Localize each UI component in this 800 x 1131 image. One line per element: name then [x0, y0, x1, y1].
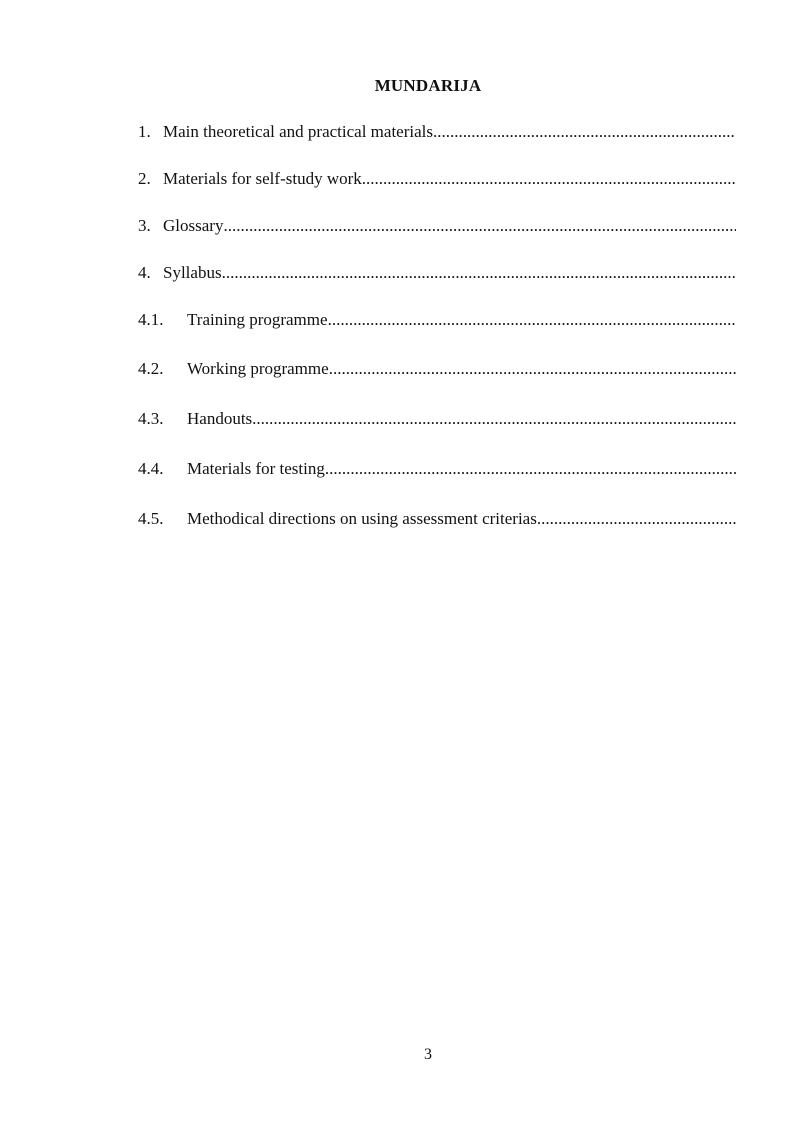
- page-title: MUNDARIJA: [374, 76, 482, 95]
- toc-item-label: Glossary: [163, 216, 224, 235]
- toc-item-label: Working programme: [187, 359, 329, 378]
- toc-item-number: 2.: [138, 169, 151, 188]
- toc-item-number: 4.5.: [138, 509, 164, 528]
- toc-item-glossary[interactable]: [138, 216, 736, 238]
- toc-item-materials-for-testing[interactable]: [138, 459, 736, 481]
- toc-item-methodical-directions[interactable]: [138, 509, 736, 531]
- toc-item-training-programme[interactable]: [138, 310, 736, 332]
- toc-item-number: 4.4.: [138, 459, 164, 478]
- dot-leader: [222, 263, 736, 283]
- dot-leader: [325, 459, 736, 479]
- toc-item-number: 1.: [138, 122, 151, 141]
- toc-item-syllabus[interactable]: [138, 263, 736, 285]
- toc-item-label: Handouts: [187, 409, 253, 428]
- dot-leader: [537, 509, 736, 529]
- dot-leader: [252, 409, 736, 429]
- toc-item-number: 4.2.: [138, 359, 164, 378]
- toc-item-handouts[interactable]: [138, 409, 736, 431]
- toc-item-label: Main theoretical and practical materials: [163, 122, 433, 141]
- dot-leader: [328, 310, 736, 330]
- dot-leader: [433, 122, 736, 142]
- dot-leader: [223, 216, 736, 236]
- toc-item-label: Methodical directions on using assessment criterias: [187, 509, 537, 528]
- toc-item-label: Syllabus: [163, 263, 222, 282]
- toc-item-number: 4.3.: [138, 409, 164, 428]
- dot-leader: [329, 359, 736, 379]
- toc-item-label: Training programme: [187, 310, 328, 329]
- page-number: 3: [424, 1046, 432, 1063]
- dot-leader: [362, 169, 736, 189]
- toc-item-number: 4.1.: [138, 310, 164, 329]
- toc-item-label: Materials for testing: [187, 459, 325, 478]
- toc-item-number: 4.: [138, 263, 151, 282]
- toc-item-working-programme[interactable]: [138, 359, 736, 381]
- toc-item-number: 3.: [138, 216, 151, 235]
- toc-item-label: Materials for self-study work: [163, 169, 362, 188]
- toc-item-main-materials[interactable]: [138, 122, 736, 144]
- toc-item-self-study[interactable]: [138, 169, 736, 191]
